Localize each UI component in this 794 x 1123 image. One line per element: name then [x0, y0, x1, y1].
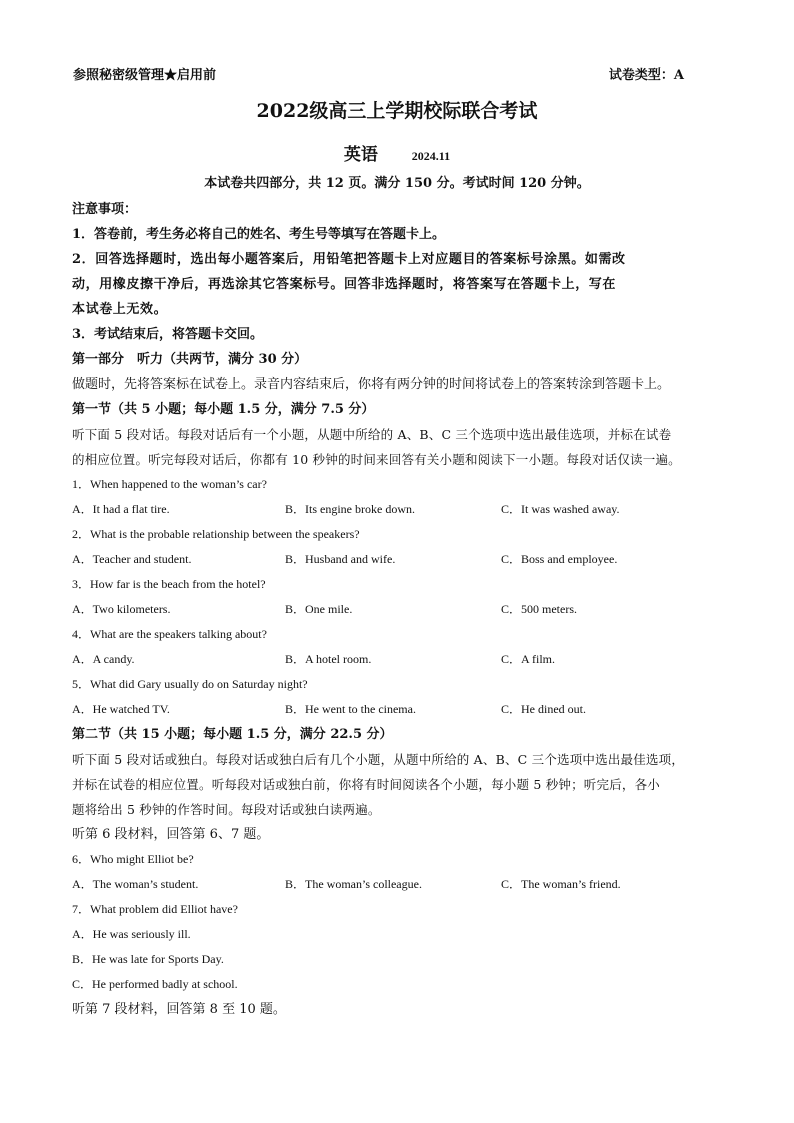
option-b: B．One mile. — [285, 602, 353, 616]
option-c: C．Boss and employee. — [501, 552, 618, 566]
question-stem: 7．What problem did Elliot have? — [72, 902, 238, 916]
option-row — [72, 497, 724, 522]
notice-item-2-line: 2．回答选择题时，选出每小题答案后，用铅笔把答题卡上对应题目的答案标号涂黑。如需改 — [72, 252, 626, 267]
option-b: B．He was late for Sports Day. — [72, 952, 224, 966]
option-c: C．He dined out. — [501, 702, 586, 716]
section2-intro-line: 题将给出 5 秒钟的作答时间。每段对话或独白读两遍。 — [72, 802, 381, 817]
secret-level-label: 参照秘密级管理★启用前 — [73, 68, 217, 83]
question-stem: 3．How far is the beach from the hotel? — [72, 577, 266, 591]
header-bar — [73, 64, 684, 84]
option-c: C．The woman’s friend. — [501, 877, 621, 891]
option-b: B．Its engine broke down. — [285, 502, 415, 516]
question-stem: 1．When happened to the woman’s car? — [72, 477, 267, 491]
section1-intro-line: 的相应位置。听完每段对话后，你都有 10 秒钟的时间来回答有关小题和阅读下一小题。每段对话仅读一遍。 — [72, 452, 681, 467]
option-row — [72, 547, 724, 572]
section2-intro-line: 并标在试卷的相应位置。听每段对话或独白前，你将有时间阅读各个小题，每小题 5 秒钟；听完后，各小 — [72, 777, 661, 792]
section2-heading: 第二节（共 15 小题；每小题 1.5 分，满分 22.5 分） — [72, 727, 393, 742]
question-2 — [72, 522, 724, 572]
exam-content — [72, 197, 724, 1022]
option-a: A．Teacher and student. — [72, 552, 192, 566]
subject-label: 英语 — [343, 145, 378, 165]
material-6-instruction: 听第 6 段材料，回答第 6、7 题。 — [72, 827, 270, 842]
notice-heading: 注意事项： — [72, 202, 138, 217]
part1-intro: 做题时，先将答案标在试卷上。录音内容结束后，你将有两分钟的时间将试卷上的答案转涂到答题卡上。 — [72, 377, 671, 392]
section1-intro — [72, 422, 724, 472]
section2-intro — [72, 747, 724, 822]
paper-type-label: 试卷类型：A — [608, 68, 684, 83]
option-b: B．He went to the cinema. — [285, 702, 416, 716]
question-1 — [72, 472, 724, 522]
question-5 — [72, 672, 724, 722]
notice-item-1: 1．答卷前，考生务必将自己的姓名、考生号等填写在答题卡上。 — [72, 227, 446, 242]
exam-title: 2022级高三上学期校际联合考试 — [256, 100, 538, 122]
notice-item-2-line: 本试卷上无效。 — [72, 302, 168, 317]
option-c: C．A film. — [501, 652, 556, 666]
part1-heading: 第一部分 听力（共两节，满分 30 分） — [72, 352, 308, 367]
option-a: A．He watched TV. — [72, 702, 170, 716]
notice-item-3: 3．考试结束后，将答题卡交回。 — [72, 327, 264, 342]
notice-item-2-line: 动，用橡皮擦干净后，再选涂其它答案标号。回答非选择题时，将答案写在答题卡上，写在 — [72, 277, 617, 292]
notice-item-2 — [72, 247, 724, 322]
question-3 — [72, 572, 724, 622]
question-4 — [72, 622, 724, 672]
option-a: A．A candy. — [72, 652, 135, 666]
exam-date: 2024.11 — [411, 149, 451, 163]
option-a: A．Two kilometers. — [72, 602, 171, 616]
option-row — [72, 872, 724, 897]
question-stem: 4．What are the speakers talking about? — [72, 627, 267, 641]
option-b: B．The woman’s colleague. — [285, 877, 422, 891]
question-6 — [72, 847, 724, 897]
option-row — [72, 647, 724, 672]
option-row — [72, 697, 724, 722]
option-a: A．It had a flat tire. — [72, 502, 170, 516]
section1-intro-line: 听下面 5 段对话。每段对话后有一个小题，从题中所给的 A、B、C 三个选项中选出最佳选项，并标在试卷 — [72, 427, 672, 442]
question-stem: 2．What is the probable relationship between the speakers? — [72, 527, 360, 541]
option-a: A．He was seriously ill. — [72, 927, 191, 941]
subject-row — [0, 140, 794, 165]
option-b: B．A hotel room. — [285, 652, 372, 666]
option-row — [72, 597, 724, 622]
material-7-instruction: 听第 7 段材料，回答第 8 至 10 题。 — [72, 1002, 286, 1017]
option-c: C．500 meters. — [501, 602, 577, 616]
option-c: C．He performed badly at school. — [72, 977, 238, 991]
option-b: B．Husband and wife. — [285, 552, 396, 566]
question-stem: 5．What did Gary usually do on Saturday night? — [72, 677, 308, 691]
question-stem: 6．Who might Elliot be? — [72, 852, 194, 866]
option-c: C．It was washed away. — [501, 502, 620, 516]
section2-intro-line: 听下面 5 段对话或独白。每段对话或独白后有几个小题，从题中所给的 A、B、C 三个选项中选出最佳选项， — [72, 752, 685, 767]
option-a: A．The woman’s student. — [72, 877, 199, 891]
section1-heading: 第一节（共 5 小题；每小题 1.5 分，满分 7.5 分） — [72, 402, 375, 417]
exam-info: 本试卷共四部分，共 12 页。满分 150 分。考试时间 120 分钟。 — [204, 176, 590, 191]
question-7 — [72, 897, 724, 997]
